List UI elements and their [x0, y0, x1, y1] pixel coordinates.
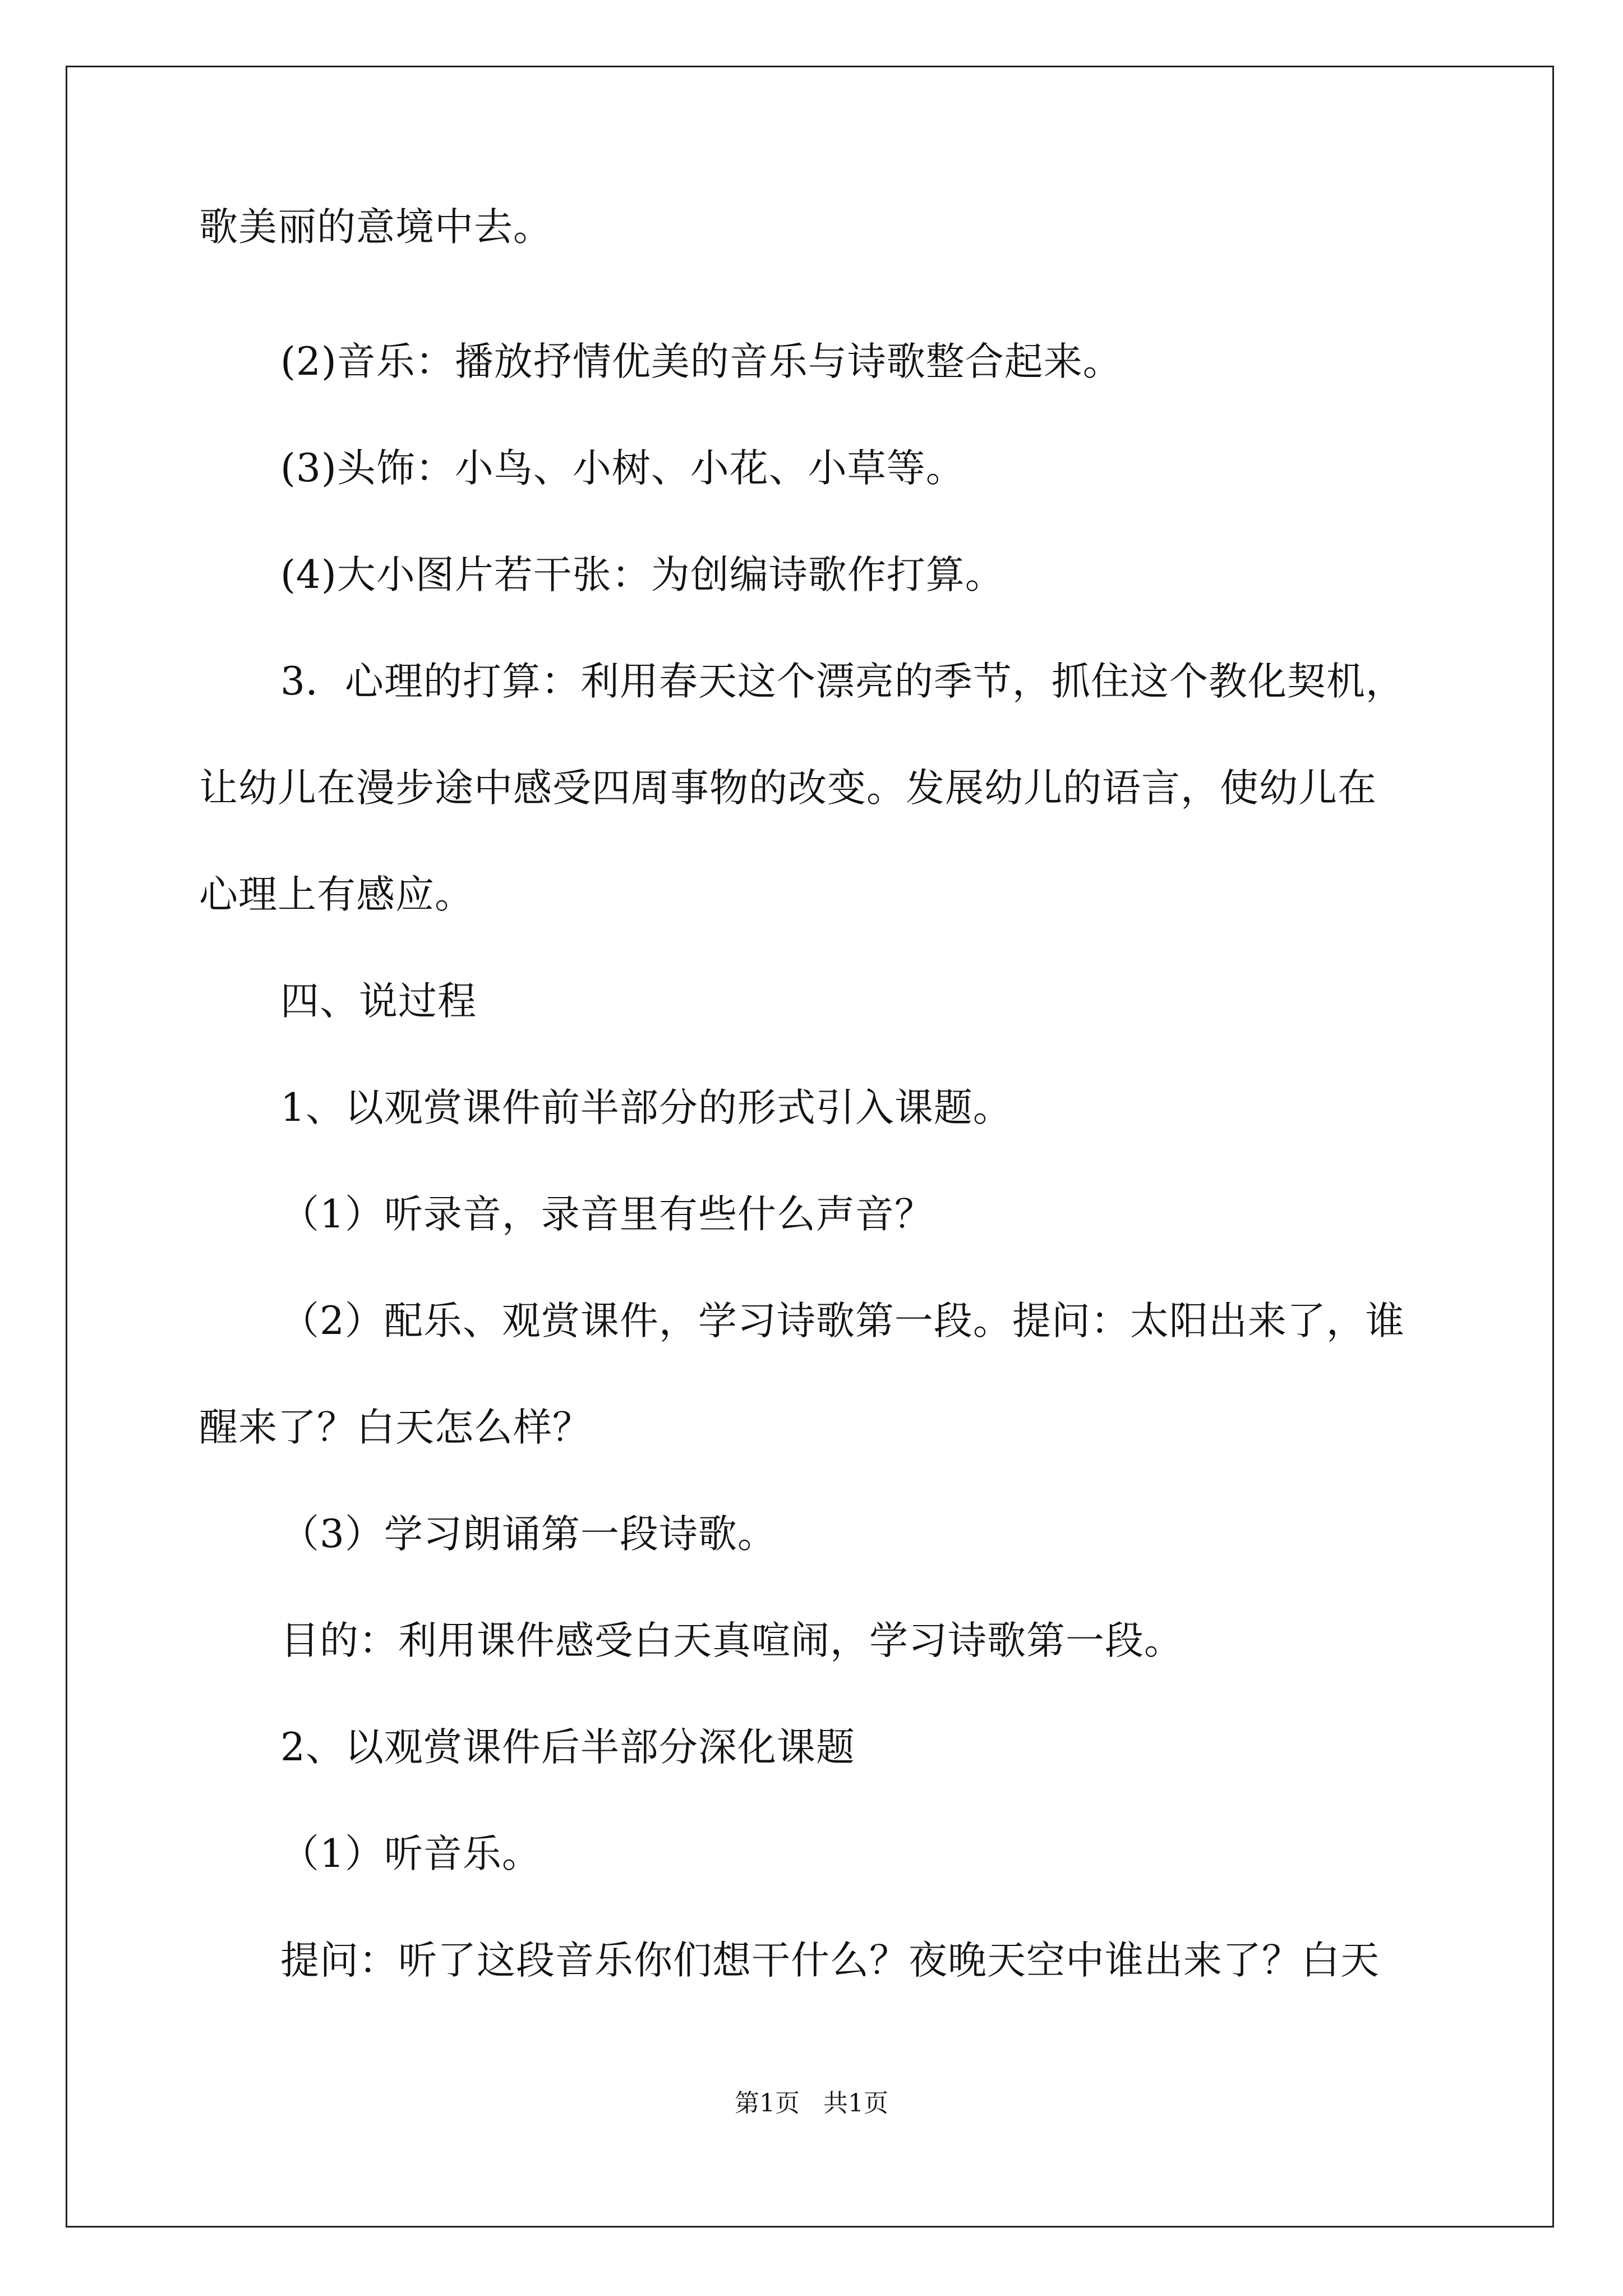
text-line: （2）配乐、观赏课件，学习诗歌第一段。提问：太阳出来了，谁 [280, 1299, 1405, 1343]
text-line: (2)音乐：播放抒情优美的音乐与诗歌整合起来。 [280, 339, 1122, 384]
section-heading: 四、说过程 [280, 979, 477, 1024]
text-line: 歌美丽的意境中去。 [199, 205, 552, 250]
text-line: 2、以观赏课件后半部分深化课题 [280, 1725, 855, 1770]
text-line: 目的：利用课件感受白天真喧闹，学习诗歌第一段。 [280, 1618, 1183, 1663]
text-line: (3)头饰：小鸟、小树、小花、小草等。 [280, 446, 965, 491]
text-line: (4)大小图片若干张：为创编诗歌作打算。 [280, 553, 1004, 597]
page-number-footer: 第1页 共1页 [735, 2089, 888, 2118]
text-line: 心理上有感应。 [199, 872, 474, 917]
text-line: 1、以观赏课件前半部分的形式引入课题。 [280, 1085, 1012, 1130]
page-border [66, 66, 1554, 2228]
text-line: 提问：听了这段音乐你们想干什么？夜晚天空中谁出来了？白天 [280, 1938, 1380, 1983]
text-line: （3）学习朗诵第一段诗歌。 [280, 1512, 777, 1557]
text-line: 醒来了？白天怎么样？ [199, 1405, 592, 1450]
text-line: 让幼儿在漫步途中感受四周事物的改变。发展幼儿的语言，使幼儿在 [199, 766, 1377, 811]
text-line: 3．心理的打算：利用春天这个漂亮的季节，抓住这个教化契机， [280, 659, 1405, 704]
text-line: （1）听音乐。 [280, 1832, 541, 1876]
text-line: （1）听录音，录音里有些什么声音？ [280, 1192, 934, 1237]
